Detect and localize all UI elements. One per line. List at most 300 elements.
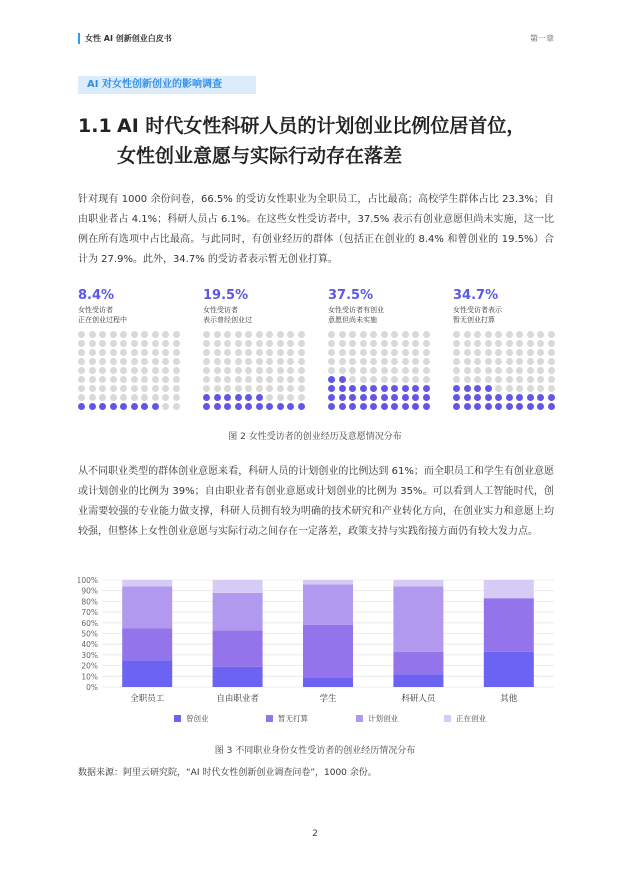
dot [131, 358, 138, 365]
dot [464, 367, 471, 374]
bar-segment [303, 677, 353, 687]
dot [214, 394, 221, 401]
stat-desc-line2: 表示曾经创业过 [203, 316, 252, 324]
dot [506, 385, 513, 392]
dot [474, 367, 481, 374]
dot [360, 349, 367, 356]
dot [391, 340, 398, 347]
dot [298, 376, 305, 383]
dot [256, 358, 263, 365]
dot [381, 349, 388, 356]
dot [537, 367, 544, 374]
figure3-caption: 图 3 不同职业身份女性受访者的创业经历情况分布 [214, 746, 416, 756]
dot [391, 385, 398, 392]
legend-label: 暂无打算 [278, 714, 308, 723]
dot [277, 394, 284, 401]
dot [453, 403, 460, 410]
dot [349, 331, 356, 338]
bar-segment [213, 630, 263, 666]
dot [381, 358, 388, 365]
stat-percent: 34.7% [453, 288, 499, 303]
dot [89, 385, 96, 392]
dot [349, 367, 356, 374]
dot [527, 358, 534, 365]
dot [162, 367, 169, 374]
dot [89, 376, 96, 383]
dot [131, 331, 138, 338]
dot [78, 340, 85, 347]
dot [152, 385, 159, 392]
dot [224, 403, 231, 410]
dot [120, 394, 127, 401]
heading-text-1: AI 时代女性科研人员的计划创业比例位居首位， [117, 115, 526, 137]
dot [173, 340, 180, 347]
stat-desc-line2: 意愿但尚未实施 [328, 316, 377, 324]
y-tick-label: 20% [81, 661, 98, 671]
dot [506, 331, 513, 338]
dot [527, 403, 534, 410]
dot [360, 367, 367, 374]
dot-grid [328, 331, 430, 413]
dot [162, 394, 169, 401]
dot [412, 367, 419, 374]
dot [266, 331, 273, 338]
dot [235, 340, 242, 347]
dot [453, 367, 460, 374]
stacked-bar-chart [78, 574, 554, 734]
dot [214, 403, 221, 410]
dot [235, 358, 242, 365]
stat-desc-line1: 女性受访者有创业 [328, 306, 384, 314]
section-tag: AI 对女性创新创业的影响调查 [78, 76, 256, 94]
stat-percent: 8.4% [78, 288, 115, 303]
dot [89, 403, 96, 410]
dot [370, 394, 377, 401]
dot [245, 340, 252, 347]
dot [548, 376, 555, 383]
stat-block [453, 288, 555, 413]
dot [349, 385, 356, 392]
dot [287, 331, 294, 338]
dot [527, 331, 534, 338]
dot [453, 349, 460, 356]
dot [537, 394, 544, 401]
dot [537, 403, 544, 410]
stat-desc-line2: 正在创业过程中 [78, 316, 127, 324]
dot [173, 394, 180, 401]
dot [256, 385, 263, 392]
dot [485, 403, 492, 410]
dot [464, 331, 471, 338]
dot [235, 394, 242, 401]
dot [110, 358, 117, 365]
dot [495, 376, 502, 383]
dot [464, 349, 471, 356]
dot [141, 340, 148, 347]
dot [141, 358, 148, 365]
dot [173, 376, 180, 383]
dot [173, 331, 180, 338]
bar-segment [484, 580, 534, 598]
dot [110, 367, 117, 374]
dot [474, 340, 481, 347]
dot [516, 331, 523, 338]
dot [224, 349, 231, 356]
y-tick-label: 60% [81, 618, 98, 628]
dot [339, 358, 346, 365]
dot [287, 403, 294, 410]
dot [474, 349, 481, 356]
dot [235, 349, 242, 356]
dot [298, 367, 305, 374]
dot [412, 385, 419, 392]
dot [99, 349, 106, 356]
dot [224, 394, 231, 401]
dot [256, 367, 263, 374]
dot [235, 385, 242, 392]
stat-block [78, 288, 180, 413]
dot [474, 331, 481, 338]
dot [120, 358, 127, 365]
dot [464, 376, 471, 383]
dot [287, 367, 294, 374]
stat-block [328, 288, 430, 413]
dot [328, 385, 335, 392]
dot [89, 358, 96, 365]
dot [110, 385, 117, 392]
dot [370, 340, 377, 347]
dot [120, 349, 127, 356]
dot [339, 331, 346, 338]
bar-segment [393, 586, 443, 651]
dot [287, 394, 294, 401]
dot [120, 385, 127, 392]
dot [339, 367, 346, 374]
legend-label: 计划创业 [368, 714, 398, 723]
dot [78, 403, 85, 410]
dot [162, 349, 169, 356]
dot [256, 349, 263, 356]
dot [120, 367, 127, 374]
dot [506, 340, 513, 347]
bar-segment [122, 660, 172, 687]
dot [516, 349, 523, 356]
dot [328, 340, 335, 347]
dot [89, 394, 96, 401]
dot [423, 340, 430, 347]
dot [298, 403, 305, 410]
dot [402, 385, 409, 392]
legend-swatch [356, 715, 363, 722]
dot [370, 403, 377, 410]
dot [527, 376, 534, 383]
dot [99, 403, 106, 410]
dot [370, 358, 377, 365]
x-tick-label: 科研人员 [401, 694, 436, 704]
stats-infographic [78, 288, 554, 414]
dot [423, 349, 430, 356]
dot [203, 385, 210, 392]
dot [537, 385, 544, 392]
dot [245, 385, 252, 392]
dot [203, 394, 210, 401]
dot [328, 403, 335, 410]
dot [495, 340, 502, 347]
dot [423, 376, 430, 383]
dot [381, 331, 388, 338]
dot [339, 403, 346, 410]
dot [495, 349, 502, 356]
legend-label: 正在创业 [456, 714, 486, 723]
dot [131, 349, 138, 356]
dot [245, 403, 252, 410]
x-tick-label: 自由职业者 [216, 694, 259, 704]
dot [516, 385, 523, 392]
dot [548, 340, 555, 347]
y-tick-label: 80% [81, 597, 98, 607]
dot [152, 349, 159, 356]
y-tick-label: 50% [81, 629, 98, 639]
dot [245, 349, 252, 356]
dot [162, 376, 169, 383]
dot [162, 358, 169, 365]
dot [131, 376, 138, 383]
dot [349, 340, 356, 347]
dot [203, 340, 210, 347]
y-tick-label: 0% [86, 683, 98, 692]
dot [203, 358, 210, 365]
dot [453, 331, 460, 338]
dot [99, 358, 106, 365]
dot [328, 349, 335, 356]
stat-percent: 19.5% [203, 288, 249, 303]
dot [360, 394, 367, 401]
header-accent-bar [78, 33, 80, 44]
dot [328, 376, 335, 383]
dot [453, 358, 460, 365]
dot [120, 340, 127, 347]
dot [485, 367, 492, 374]
dot [464, 358, 471, 365]
dot [381, 367, 388, 374]
dot [89, 331, 96, 338]
y-tick-label: 100% [78, 576, 98, 585]
dot [152, 376, 159, 383]
bar-segment [213, 667, 263, 687]
legend-label: 曾创业 [186, 714, 209, 723]
dot [89, 340, 96, 347]
dot [214, 358, 221, 365]
dot [266, 358, 273, 365]
chart-svg [78, 574, 554, 734]
dot [141, 331, 148, 338]
dot [474, 358, 481, 365]
dot [245, 394, 252, 401]
dot [548, 403, 555, 410]
dot [99, 367, 106, 374]
dot [349, 376, 356, 383]
dot [245, 376, 252, 383]
paragraph-1: 针对现有 1000 余份问卷，66.5% 的受访女性职业为全职员工，占比最高；高校学生群体占比 23.3%；自由职业者占 4.1%；科研人员占 6.1%。在这些女性受访者中，37.5% 表示有创业意愿但尚未实施，这一比例在所有选项中占比最高。与此同时，有创业经历的群体（包括正在创业的 8.4% 和曾创业的 19.5%）合计为 27.9%。此外，34.7% 的受访者表示暂无创业打算。 [78, 194, 554, 265]
dot [402, 331, 409, 338]
dot [485, 376, 492, 383]
dot [402, 376, 409, 383]
dot [277, 403, 284, 410]
dot [131, 403, 138, 410]
dot [152, 340, 159, 347]
dot [527, 385, 534, 392]
dot [224, 367, 231, 374]
dot [162, 403, 169, 410]
dot [485, 349, 492, 356]
dot [162, 340, 169, 347]
bar-segment [122, 628, 172, 660]
dot [256, 394, 263, 401]
dot [287, 340, 294, 347]
dot [516, 376, 523, 383]
dot [78, 385, 85, 392]
dot [131, 340, 138, 347]
dot [277, 376, 284, 383]
dot [203, 349, 210, 356]
dot [453, 376, 460, 383]
dot [298, 331, 305, 338]
dot [527, 367, 534, 374]
x-tick-label: 学生 [319, 694, 337, 704]
dot [298, 385, 305, 392]
dot [141, 394, 148, 401]
dot [349, 403, 356, 410]
dot [391, 403, 398, 410]
dot [277, 385, 284, 392]
legend-swatch [174, 715, 181, 722]
figure2-caption: 图 2 女性受访者的创业经历及意愿情况分布 [228, 432, 402, 442]
dot [548, 358, 555, 365]
dot [485, 358, 492, 365]
paragraph-2: 从不同职业类型的群体创业意愿来看，科研人员的计划创业的比例达到 61%；而全职员工和学生有创业意愿或计划创业的比例为 39%；自由职业者有创业意愿或计划创业的比例为 35%。可以看到人工智能时代，创业需要较强的专业能力做支撑，科研人员拥有较为明确的技术研究和产业转化方向，在创业实力和意愿上均较强，但整体上女性创业意愿与实际行动之间存在一定落差，政策支持与实践衔接方面仍有较大发力点。 [78, 466, 554, 537]
stat-description [328, 305, 430, 331]
dot [485, 394, 492, 401]
dot [537, 349, 544, 356]
dot [495, 331, 502, 338]
dot [485, 385, 492, 392]
dot [203, 367, 210, 374]
dot [370, 349, 377, 356]
dot [173, 367, 180, 374]
dot [506, 367, 513, 374]
dot [381, 394, 388, 401]
dot [339, 385, 346, 392]
dot [266, 376, 273, 383]
dot [506, 394, 513, 401]
dot [328, 358, 335, 365]
dot [423, 367, 430, 374]
bar-segment [122, 586, 172, 628]
dot [349, 358, 356, 365]
y-tick-label: 40% [81, 640, 98, 650]
dot [214, 376, 221, 383]
dot-grid [453, 331, 555, 413]
dot [266, 367, 273, 374]
dot [298, 340, 305, 347]
dot [391, 394, 398, 401]
dot [453, 394, 460, 401]
dot [339, 349, 346, 356]
heading-line2: 女性创业意愿与实际行动存在落差 [117, 145, 403, 167]
dot [110, 376, 117, 383]
dot [131, 394, 138, 401]
dot [548, 394, 555, 401]
dot [152, 403, 159, 410]
dot [266, 403, 273, 410]
legend-swatch [444, 715, 451, 722]
dot [214, 349, 221, 356]
dot [391, 358, 398, 365]
bar-segment [393, 580, 443, 586]
dot [298, 358, 305, 365]
dot [339, 340, 346, 347]
dot [381, 340, 388, 347]
dot [256, 340, 263, 347]
bar-segment [484, 598, 534, 652]
page-number: 2 [312, 829, 318, 839]
bar-segment [303, 580, 353, 584]
dot [131, 385, 138, 392]
dot [173, 385, 180, 392]
dot [131, 367, 138, 374]
bar-segment [484, 652, 534, 687]
bar-segment [303, 584, 353, 625]
bar-segment [213, 593, 263, 630]
dot [173, 358, 180, 365]
dot [495, 394, 502, 401]
dot [203, 331, 210, 338]
dot [339, 376, 346, 383]
dot [485, 331, 492, 338]
bar-segment [213, 580, 263, 593]
dot [412, 340, 419, 347]
dot [120, 376, 127, 383]
dot [141, 367, 148, 374]
dot [78, 394, 85, 401]
dot [78, 358, 85, 365]
dot [287, 349, 294, 356]
dot [287, 358, 294, 365]
dot [328, 331, 335, 338]
dot [214, 385, 221, 392]
stat-percent: 37.5% [328, 288, 374, 303]
dot [89, 367, 96, 374]
dot [453, 385, 460, 392]
dot [506, 403, 513, 410]
dot [360, 403, 367, 410]
dot [141, 349, 148, 356]
y-tick-label: 70% [81, 608, 98, 618]
dot [110, 349, 117, 356]
dot [162, 385, 169, 392]
dot [235, 331, 242, 338]
dot [245, 367, 252, 374]
header-chapter: 第一章 [530, 34, 554, 43]
dot [152, 358, 159, 365]
dot [402, 358, 409, 365]
dot [495, 403, 502, 410]
y-tick-label: 90% [81, 586, 98, 596]
dot [235, 403, 242, 410]
dot [339, 394, 346, 401]
dot [110, 331, 117, 338]
dot [277, 331, 284, 338]
